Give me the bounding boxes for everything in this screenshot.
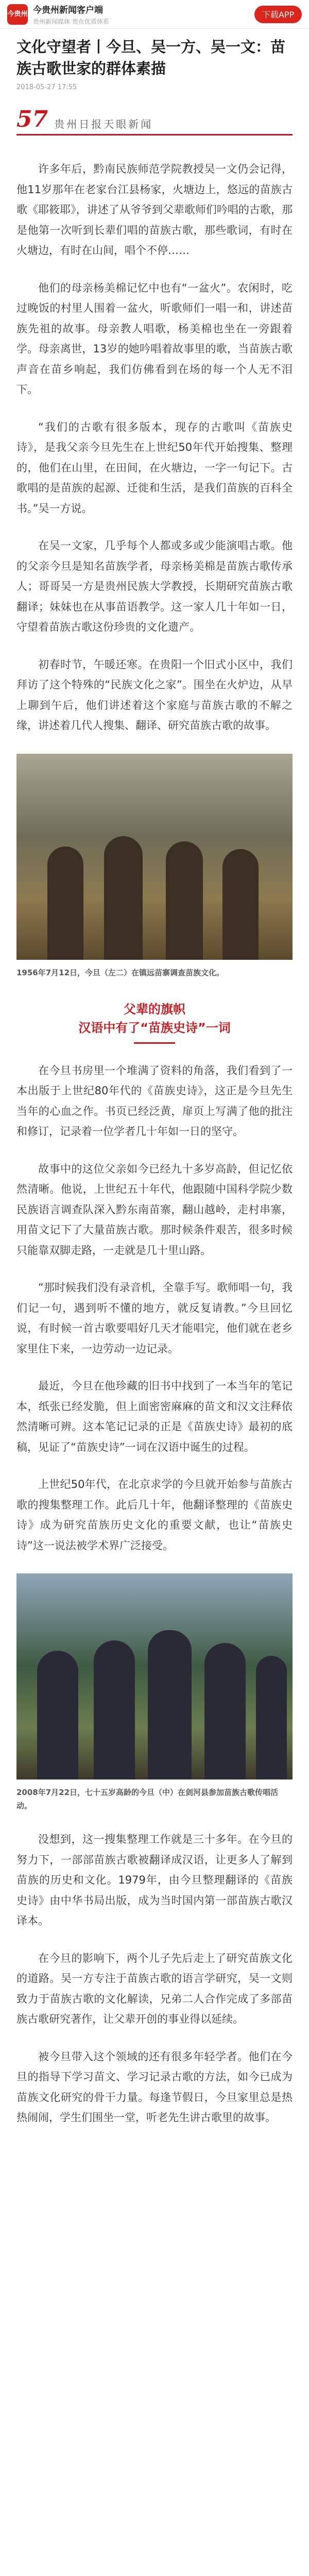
app-logo: 今贵州 xyxy=(7,4,28,25)
article-title: 文化守望者丨今旦、吴一方、吴一文：苗族古歌世家的群体素描 xyxy=(16,38,286,77)
photo-person xyxy=(166,841,203,960)
app-download-banner[interactable] xyxy=(0,0,309,29)
paragraph: 他们的母亲杨美棉记忆中也有“一盆火”。农闲时，吃过晚饭的村里人围着一盆火，听歌师们一唱一和，讲述苗族先祖的故事。母亲教人唱歌，杨美棉也坐在一旁跟着学。母亲离世，13岁的她吟唱着故事里的歌，当苗族古歌声音在苗乡响起，我们仿佛看到在场的每一个人无不泪下。 xyxy=(16,281,293,396)
paragraph: 在今旦的影响下，两个儿子先后走上了研究苗族文化的道路。吴一方专注于苗族古歌的语言学研究，吴一文则致力于苗族古歌的文化解读，兄弟二人合作完成了多部苗族古歌研究著作，让父辈开创的事业得以延续。 xyxy=(16,1952,293,2025)
paragraph: 许多年后，黔南民族师范学院教授吴一文仍会记得，他11岁那年在老家台江县杨家，火塘边上，悠远的苗族古歌《耶筱耶》，讲述了从爷爷到父辈歌师们吟唱的古歌，那是他第一次听到长辈们唱的苗族古歌，那些歌词，有时在火塘边，有时在山间，唱个不停…… xyxy=(16,163,293,257)
historic-photo xyxy=(16,754,293,960)
masthead-name: 贵州日报天眼新闻 xyxy=(54,118,153,130)
newspaper-masthead xyxy=(16,103,293,135)
section-heading xyxy=(16,1000,293,1044)
photo-person xyxy=(204,1643,246,1780)
photo-caption: 2008年7月22日，七十五岁高龄的今旦（中）在剑河县参加苗族古歌传唱活动。 xyxy=(16,1788,279,1810)
banner-subtitle: 贵州新闻媒体 贵在优质体系 xyxy=(33,18,109,25)
download-app-button[interactable]: 下载APP xyxy=(254,6,302,23)
photo-person xyxy=(148,1630,192,1780)
publish-date: 2018-05-27 17:55 xyxy=(16,83,77,91)
paragraph: 上世纪50年代，在北京求学的今旦就开始参与苗族古歌的搜集整理工作。此后几十年，他翻译整理的《苗族史诗》成为研究苗族历史文化的重要文献，也让“苗族史诗”这一说法被学术界广泛接受。 xyxy=(16,1478,293,1552)
paragraph: 被今旦带入这个领域的还有很多年轻学者。他们在今旦的指导下学习苗文、学习记录古歌的方法，如今已成为苗族文化研究的骨干力量。每逢节假日，今旦家里总是热热闹闹，学生们围坐一堂，听老先生讲古歌里的故事。 xyxy=(16,2050,293,2124)
photo-person xyxy=(104,836,143,960)
article-body xyxy=(0,36,309,2128)
paragraph: 初春时节，午暖还寒。在贵阳一个旧式小区中，我们拜访了这个特殊的“民族文化之家”。围坐在火炉边，从早上聊到午后，他们讲述着这个家庭与苗族古歌的不解之缘，讲述着几代人搜集、翻译、研究苗族古歌的故事。 xyxy=(16,658,293,732)
photo-person xyxy=(94,1640,135,1780)
paragraph: 在今旦书房里一个堆满了资料的角落，我们看到了一本出版于上世纪80年代的《苗族史诗》，这正是今旦先生当年的心血之作。书页已经泛黄，扉页上写满了他的批注和修订，记录着一位学者几十年如一日的坚守。 xyxy=(16,1064,293,1138)
paragraph: 在吴一文家，几乎每个人都或多或少能演唱古歌。他的父亲今旦是知名苗族学者，母亲杨美棉是苗族古歌传承人；哥哥吴一方是贵州民族大学教授，长期研究苗族古歌翻译；妹妹也在从事苗语教学。这一家人几十年如一日，守望着苗族古歌这份珍贵的文化遗产。 xyxy=(16,539,293,633)
paragraph: “我们的古歌有很多版本，现存的古歌叫《苗族史诗》，是我父亲今旦先生在上世纪50年代开始搜集、整理的，他们在山里，在田间，在火塘边，一字一句记下。古歌唱的是苗族的起源、迁徙和生活，是我们苗族的百科全书。”吴一方说。 xyxy=(16,420,293,515)
masthead-logo: 57 xyxy=(16,106,48,132)
section-title: 父辈的旗帜 xyxy=(124,1002,185,1016)
photo-person xyxy=(256,1656,287,1780)
paragraph: 没想到，这一搜集整理工作就是三十多年。在今旦的努力下，一部部苗族古歌被翻译成汉语，让更多人了解到苗族的历史和文化。1979年，由今旦整理翻译的《苗族史诗》由中华书局出版，成为当时国内第一部苗族古歌汉译本。 xyxy=(16,1833,293,1927)
paragraph: 故事中的这位父亲如今已经九十多岁高龄，但记忆依然清晰。他说，上世纪五十年代，他跟随中国科学院少数民族语言调查队深入黔东南苗寨，翻山越岭，走村串寨，用苗文记下了大量苗族古歌。那时候条件艰苦，很多时候只能靠双脚走路，一走就是几十里山路。 xyxy=(16,1162,293,1257)
photo-person xyxy=(37,1651,78,1780)
paragraph: 最近，今旦在他珍藏的旧书中找到了一本当年的笔记本，纸张已经发脆，但上面密密麻麻的苗文和汉文注释依然清晰可辨。这本笔记记录的正是《苗族史诗》最初的底稿，见证了“苗族史诗”一词在汉语中诞生的过程。 xyxy=(16,1380,293,1453)
section-subtitle: 汉语中有了“苗族史诗”一词 xyxy=(78,1020,231,1035)
banner-title: 今贵州新闻客户端 xyxy=(33,5,103,15)
event-photo xyxy=(16,1573,293,1780)
paragraph: “那时候我们没有录音机，全靠手写。歌师唱一句，我们记一句，遇到听不懂的地方，就反复请教。”今旦回忆说，有时候一首古歌要唱好几天才能唱完，他们就在老乡家里住下来，一边劳动一边记录。 xyxy=(16,1281,293,1355)
section-divider xyxy=(134,1042,175,1044)
photo-caption: 1956年7月12日，今旦（左二）在镇远苗寨调查苗族文化。 xyxy=(16,968,225,977)
photo-person xyxy=(47,846,83,960)
photo-person xyxy=(222,849,259,960)
banner-text xyxy=(33,3,254,26)
